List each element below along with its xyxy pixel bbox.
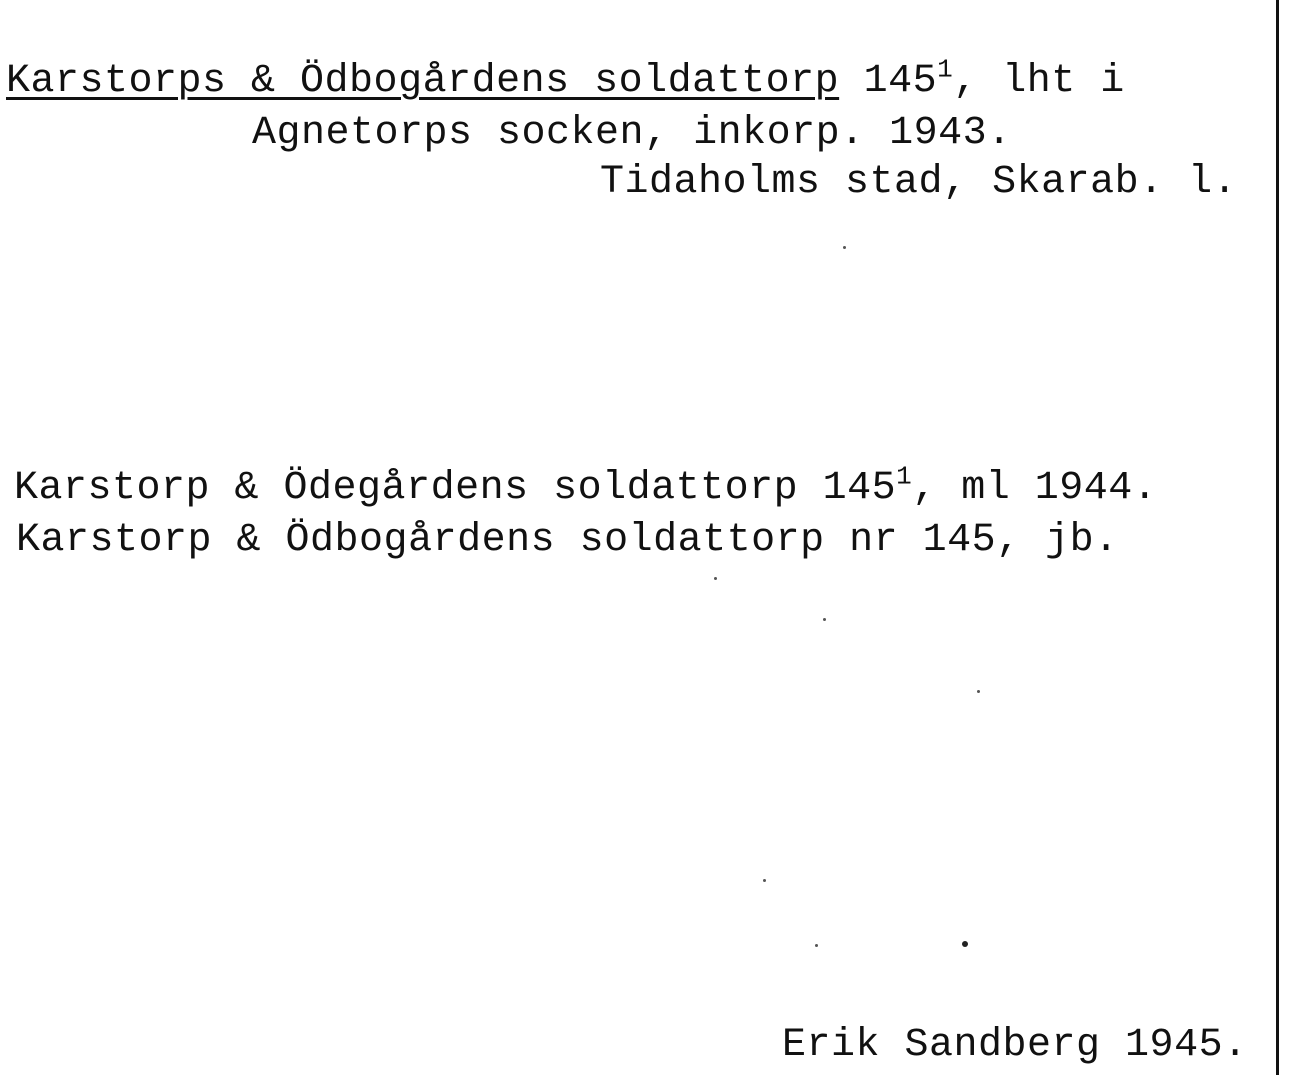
speck <box>823 618 826 621</box>
speck <box>843 246 846 249</box>
speck <box>962 941 968 947</box>
speck <box>815 944 818 947</box>
parcel-number-superscript: 1 <box>937 54 954 85</box>
speck <box>977 690 980 693</box>
speck <box>714 577 717 580</box>
entry-1-text: Karstorp & Ödegårdens soldattorp 145 <box>14 466 897 511</box>
card-heading-line-3: Tidaholms stad, Skarab. l. <box>600 160 1238 205</box>
speck <box>763 879 766 882</box>
entry-2-text: Karstorp & Ödbogårdens soldattorp nr 145, jb. <box>16 518 1119 563</box>
card-edge-line <box>1276 0 1279 1075</box>
entry-line-2 <box>16 518 1119 563</box>
heading-suffix: , lht i <box>953 59 1125 104</box>
card-heading-line-2: Agnetorps socken, inkorp. 1943. <box>252 111 1012 156</box>
entry-1-suffix: , ml 1944. <box>912 466 1158 511</box>
signature: Erik Sandberg 1945. <box>782 1023 1248 1068</box>
card-heading-line-1 <box>6 54 1125 104</box>
place-name-underlined: Karstorps & Ödbogårdens soldattorp <box>6 59 840 104</box>
entry-line-1 <box>14 461 1158 511</box>
parcel-number: 145 <box>863 59 938 104</box>
entry-1-superscript: 1 <box>896 461 913 492</box>
